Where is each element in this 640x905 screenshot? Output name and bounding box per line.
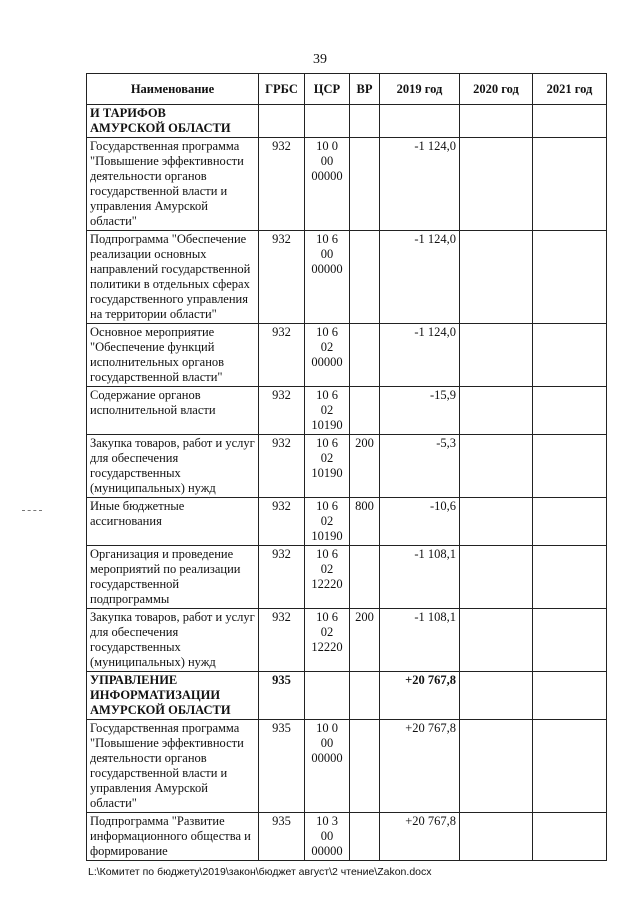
cell-csr: 10 0 00 00000 <box>305 720 350 813</box>
cell-2020 <box>460 813 533 861</box>
cell-csr: 10 6 02 12220 <box>305 609 350 672</box>
table-row <box>87 546 607 609</box>
table-row <box>87 672 607 720</box>
cell-2020 <box>460 387 533 435</box>
cell-name: И ТАРИФОВ АМУРСКОЙ ОБЛАСТИ <box>87 105 259 138</box>
cell-2019: +20 767,8 <box>380 813 460 861</box>
cell-vr <box>350 324 380 387</box>
table-row <box>87 720 607 813</box>
cell-name: Организация и проведение мероприятий по реализации государственной подпрограммы <box>87 546 259 609</box>
cell-csr: 10 6 02 12220 <box>305 546 350 609</box>
cell-grbs: 932 <box>259 435 305 498</box>
cell-grbs: 932 <box>259 609 305 672</box>
cell-2021 <box>533 435 607 498</box>
cell-grbs <box>259 105 305 138</box>
cell-name: Содержание органов исполнительной власти <box>87 387 259 435</box>
cell-vr: 200 <box>350 435 380 498</box>
cell-name: Закупка товаров, работ и услуг для обеспечения государственных (муниципальных) нужд <box>87 609 259 672</box>
cell-name: Закупка товаров, работ и услуг для обеспечения государственных (муниципальных) нужд <box>87 435 259 498</box>
margin-mark <box>22 510 42 512</box>
cell-2019: -10,6 <box>380 498 460 546</box>
table-row <box>87 105 607 138</box>
cell-vr <box>350 138 380 231</box>
cell-2021 <box>533 324 607 387</box>
cell-2021 <box>533 609 607 672</box>
cell-grbs: 932 <box>259 546 305 609</box>
header-name: Наименование <box>87 74 259 105</box>
cell-name: УПРАВЛЕНИЕ ИНФОРМАТИЗАЦИИ АМУРСКОЙ ОБЛАСТИ <box>87 672 259 720</box>
cell-2021 <box>533 138 607 231</box>
cell-vr <box>350 672 380 720</box>
cell-2019: +20 767,8 <box>380 672 460 720</box>
cell-vr <box>350 105 380 138</box>
table-row <box>87 609 607 672</box>
footer-file-path: L:\Комитет по бюджету\2019\закон\бюджет август\2 чтение\Zakon.docx <box>88 866 432 878</box>
cell-2021 <box>533 231 607 324</box>
header-2019: 2019 год <box>380 74 460 105</box>
cell-vr <box>350 813 380 861</box>
cell-csr: 10 3 00 00000 <box>305 813 350 861</box>
cell-2020 <box>460 231 533 324</box>
table-header-row <box>87 74 607 105</box>
cell-vr <box>350 387 380 435</box>
cell-2021 <box>533 498 607 546</box>
cell-2021 <box>533 720 607 813</box>
cell-grbs: 935 <box>259 813 305 861</box>
header-2020: 2020 год <box>460 74 533 105</box>
cell-2019: -1 124,0 <box>380 231 460 324</box>
cell-2021 <box>533 105 607 138</box>
cell-vr <box>350 720 380 813</box>
cell-grbs: 932 <box>259 138 305 231</box>
table-row <box>87 324 607 387</box>
table-row <box>87 138 607 231</box>
cell-2019: -1 124,0 <box>380 324 460 387</box>
cell-2020 <box>460 435 533 498</box>
cell-csr: 10 6 02 10190 <box>305 387 350 435</box>
cell-2020 <box>460 324 533 387</box>
cell-2019: -5,3 <box>380 435 460 498</box>
cell-csr <box>305 672 350 720</box>
cell-2020 <box>460 672 533 720</box>
cell-2020 <box>460 498 533 546</box>
cell-2020 <box>460 105 533 138</box>
cell-csr: 10 6 02 10190 <box>305 435 350 498</box>
cell-csr: 10 6 00 00000 <box>305 231 350 324</box>
cell-2019: -1 124,0 <box>380 138 460 231</box>
cell-2021 <box>533 813 607 861</box>
table-row <box>87 387 607 435</box>
cell-name: Основное мероприятие "Обеспечение функций исполнительных органов государственной власти" <box>87 324 259 387</box>
cell-name: Иные бюджетные ассигнования <box>87 498 259 546</box>
cell-2019: -1 108,1 <box>380 546 460 609</box>
cell-vr: 800 <box>350 498 380 546</box>
header-vr: ВР <box>350 74 380 105</box>
cell-vr <box>350 546 380 609</box>
cell-grbs: 932 <box>259 498 305 546</box>
table-row <box>87 498 607 546</box>
cell-2019: -15,9 <box>380 387 460 435</box>
cell-grbs: 935 <box>259 720 305 813</box>
header-2021: 2021 год <box>533 74 607 105</box>
cell-2019 <box>380 105 460 138</box>
header-csr: ЦСР <box>305 74 350 105</box>
budget-table <box>86 73 607 861</box>
cell-vr <box>350 231 380 324</box>
cell-2021 <box>533 387 607 435</box>
cell-name: Государственная программа "Повышение эффективности деятельности органов государственной власти и управления Амурской области" <box>87 720 259 813</box>
cell-2020 <box>460 138 533 231</box>
cell-name: Государственная программа "Повышение эффективности деятельности органов государственной власти и управления Амурской области" <box>87 138 259 231</box>
cell-2020 <box>460 609 533 672</box>
header-grbs: ГРБС <box>259 74 305 105</box>
cell-2019: +20 767,8 <box>380 720 460 813</box>
cell-name: Подпрограмма "Обеспечение реализации основных направлений государственной политики в отдельных сферах государственного управления на территории области" <box>87 231 259 324</box>
cell-vr: 200 <box>350 609 380 672</box>
cell-csr: 10 6 02 00000 <box>305 324 350 387</box>
cell-grbs: 932 <box>259 324 305 387</box>
cell-name: Подпрограмма "Развитие информационного общества и формирование <box>87 813 259 861</box>
page-number: 39 <box>313 52 327 67</box>
cell-2021 <box>533 546 607 609</box>
cell-grbs: 935 <box>259 672 305 720</box>
cell-grbs: 932 <box>259 387 305 435</box>
table-row <box>87 813 607 861</box>
cell-grbs: 932 <box>259 231 305 324</box>
table-row <box>87 231 607 324</box>
cell-2021 <box>533 672 607 720</box>
cell-csr <box>305 105 350 138</box>
cell-2020 <box>460 546 533 609</box>
table-row <box>87 435 607 498</box>
cell-2019: -1 108,1 <box>380 609 460 672</box>
cell-2020 <box>460 720 533 813</box>
cell-csr: 10 6 02 10190 <box>305 498 350 546</box>
cell-csr: 10 0 00 00000 <box>305 138 350 231</box>
